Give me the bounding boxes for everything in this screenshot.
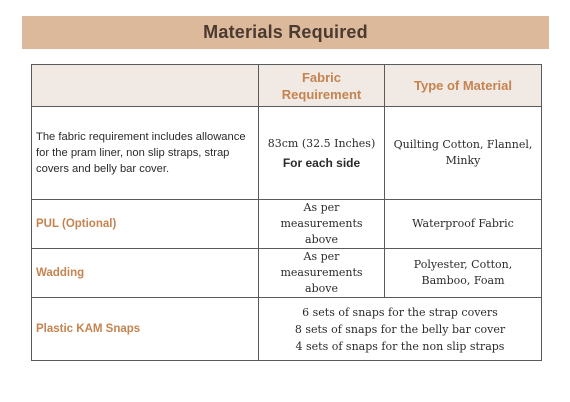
table-row-wadding xyxy=(32,249,542,298)
wadding-label: Wadding xyxy=(32,249,259,298)
snaps-line: 4 sets of snaps for the non slip straps xyxy=(295,339,505,353)
fabric-description: The fabric requirement includes allowance for the pram liner, non slip straps, strap covers and belly bar cover. xyxy=(32,107,259,200)
wadding-requirement-line2: measurements above xyxy=(280,266,363,295)
wadding-type-line1: Polyester, Cotton, xyxy=(413,258,513,271)
fabric-type-cell xyxy=(385,107,542,200)
wadding-type-line2: Bamboo, Foam xyxy=(421,274,505,287)
header-cell-empty xyxy=(32,65,259,107)
fabric-type-line2: Minky xyxy=(445,154,481,167)
header-fabric-requirement xyxy=(259,65,385,107)
pul-requirement-cell xyxy=(259,200,385,249)
fabric-amount: 83cm (32.5 Inches) xyxy=(267,136,376,150)
snaps-line: 6 sets of snaps for the strap covers xyxy=(302,305,498,319)
fabric-type-line1: Quilting Cotton, Flannel, xyxy=(393,138,533,151)
snaps-label: Plastic KAM Snaps xyxy=(32,298,259,361)
header-fabric-line1: Fabric xyxy=(301,69,341,85)
pul-type: Waterproof Fabric xyxy=(385,200,542,249)
fabric-amount-note: For each side xyxy=(282,155,361,170)
table-row-fabric xyxy=(32,107,542,200)
page-title: Materials Required xyxy=(203,22,368,42)
title-banner xyxy=(22,16,549,49)
snaps-details-cell xyxy=(259,298,542,361)
snaps-line: 8 sets of snaps for the belly bar cover xyxy=(294,322,506,336)
header-type-of-material: Type of Material xyxy=(385,65,542,107)
pul-label: PUL (Optional) xyxy=(32,200,259,249)
wadding-type-cell xyxy=(385,249,542,298)
pul-requirement-line2: measurements above xyxy=(280,217,363,246)
table-header-row xyxy=(32,65,542,107)
pul-requirement-line1: As per xyxy=(303,201,340,214)
table-row-pul xyxy=(32,200,542,249)
materials-table xyxy=(31,64,542,361)
wadding-requirement-cell xyxy=(259,249,385,298)
fabric-requirement-cell xyxy=(259,107,385,200)
table-row-snaps xyxy=(32,298,542,361)
wadding-requirement-line1: As per xyxy=(303,250,340,263)
header-fabric-line2: Requirement xyxy=(281,86,362,102)
